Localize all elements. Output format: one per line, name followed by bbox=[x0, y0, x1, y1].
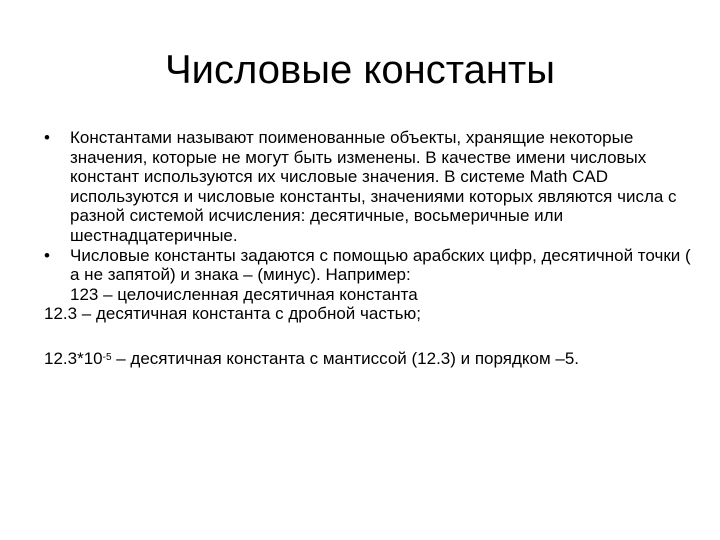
exponent-power: -5 bbox=[102, 351, 112, 363]
slide-content bbox=[44, 128, 694, 369]
bullet-marker: • bbox=[44, 245, 50, 265]
spacer bbox=[44, 324, 694, 349]
slide-title: Числовые константы bbox=[165, 48, 555, 92]
integer-constant-example: 123 – целочисленная десятичная константа bbox=[70, 284, 418, 304]
exponent-description: – десятичная константа с мантиссой (12.3) и порядком –5. bbox=[111, 348, 580, 368]
exponent-constant-example bbox=[44, 349, 694, 369]
bullet-text-notation: Числовые константы задаются с помощью арабских цифр, десятичной точки ( а не запятой) и знака – (минус). Например: bbox=[70, 245, 691, 285]
decimal-constant-example: 12.3 – десятичная константа с дробной частью; bbox=[44, 304, 421, 324]
bullet-item-2 bbox=[44, 246, 694, 285]
bullet-item-1 bbox=[44, 128, 694, 246]
exponent-base: 12.3*10 bbox=[44, 348, 103, 368]
bullet-text-definition: Константами называют поименованные объекты, хранящие некоторые значения, которые не могут быть изменены. В качестве имени числовых констант используются их числовые значения. В системе Math CAD используются и числовые константы, значениями которых являются числа с разной системой исчисления: десятичные, восьмеричные или шестнадцатеричные. bbox=[70, 128, 677, 245]
bullet-marker: • bbox=[44, 128, 50, 147]
